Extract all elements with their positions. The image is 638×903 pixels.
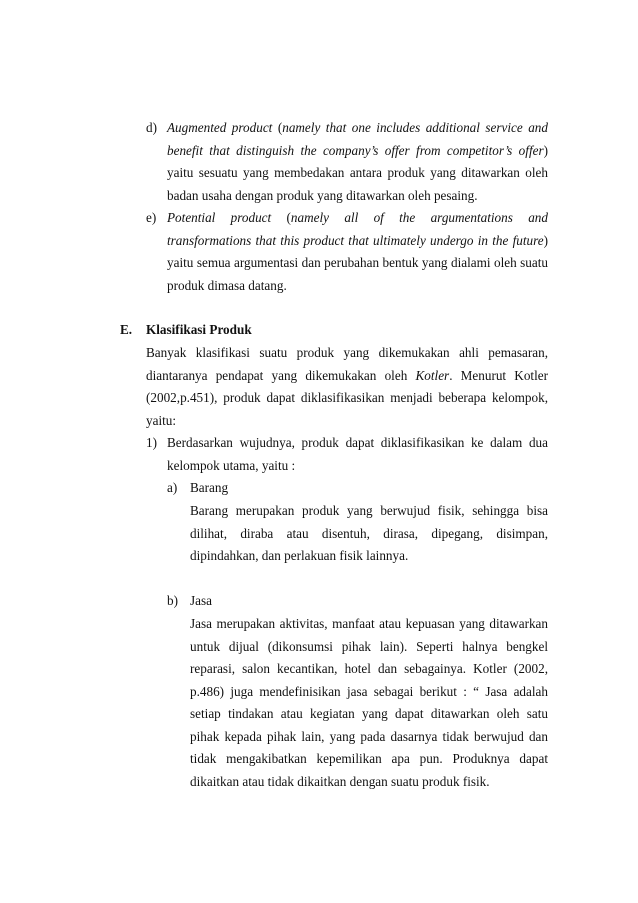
point-1-text: Berdasarkan wujudnya, produk dapat diklasifikasikan ke dalam dua kelompok utama, yaitu : [167,435,548,473]
author-name: Kotler [415,367,450,383]
section-paragraph: Banyak klasifikasi suatu produk yang dikemukakan ahli pemasaran, diantaranya pendapat yang dikemukakan oleh Kotler. Menurut Kotler (2002,p.451), produk dapat diklasifikasikan menjadi beberapa kelompok, yaitu: [146,345,548,428]
list-marker-e: e) [146,210,157,225]
sub-marker-b: b) [167,593,178,608]
sub-b-title: Jasa [190,593,212,608]
item-e-term: Potential product [167,210,272,225]
item-d-text: Augmented product (namely that one includes additional service and benefit that distinguish the company’s offer from competitor’s offer) yaitu sesuatu yang membedakan antara produk yang ditawarkan oleh badan usaha dengan produk yang ditawarkan oleh pesaing. [167,120,548,203]
list-marker-d: d) [146,120,157,135]
point-marker-1: 1) [146,435,157,450]
sub-marker-a: a) [167,480,178,495]
item-e-text: Potential product (namely all of the argumentations and transformations that this product that ultimately undergo in the future) yaitu semua argumentasi dan perubahan bentuk yang dialami oleh suatu produk dimasa datang. [167,210,548,293]
item-d-definition: namely that one includes additional service and benefit that distinguish the company’s offer from competitor’s offer [167,120,548,158]
item-d-term: Augmented product [167,120,273,135]
sub-b-text: Jasa merupakan aktivitas, manfaat atau kepuasan yang ditawarkan untuk dijual (dikonsumsi pihak lain). Seperti halnya bengkel reparasi, salon kecantikan, hotel dan sebagainya. Kotler (2002, p.486) juga mendefinisikan jasa sebagai berikut : “ Jasa adalah setiap tindakan atau kegiatan yang dapat ditawarkan oleh satu pihak kepada pihak lain, yang pada dasarnya tidak berwujud dan tidak mengakibatkan kepemilikan apa pun. Produknya dapat dikaitkan atau tidak dikaitkan dengan suatu produk fisik. [190,616,548,789]
sub-a-title: Barang [190,480,229,495]
section-marker: E. [120,322,133,337]
section-title: Klasifikasi Produk [146,322,252,337]
sub-a-text: Barang merupakan produk yang berwujud fisik, sehingga bisa dilihat, diraba atau disentuh, dirasa, dipegang, disimpan, dipindahkan, dan perlakuan fisik lainnya. [190,503,548,563]
item-e-definition: namely all of the argumentations and transformations that this product that ultimately undergo in the future [167,210,548,248]
